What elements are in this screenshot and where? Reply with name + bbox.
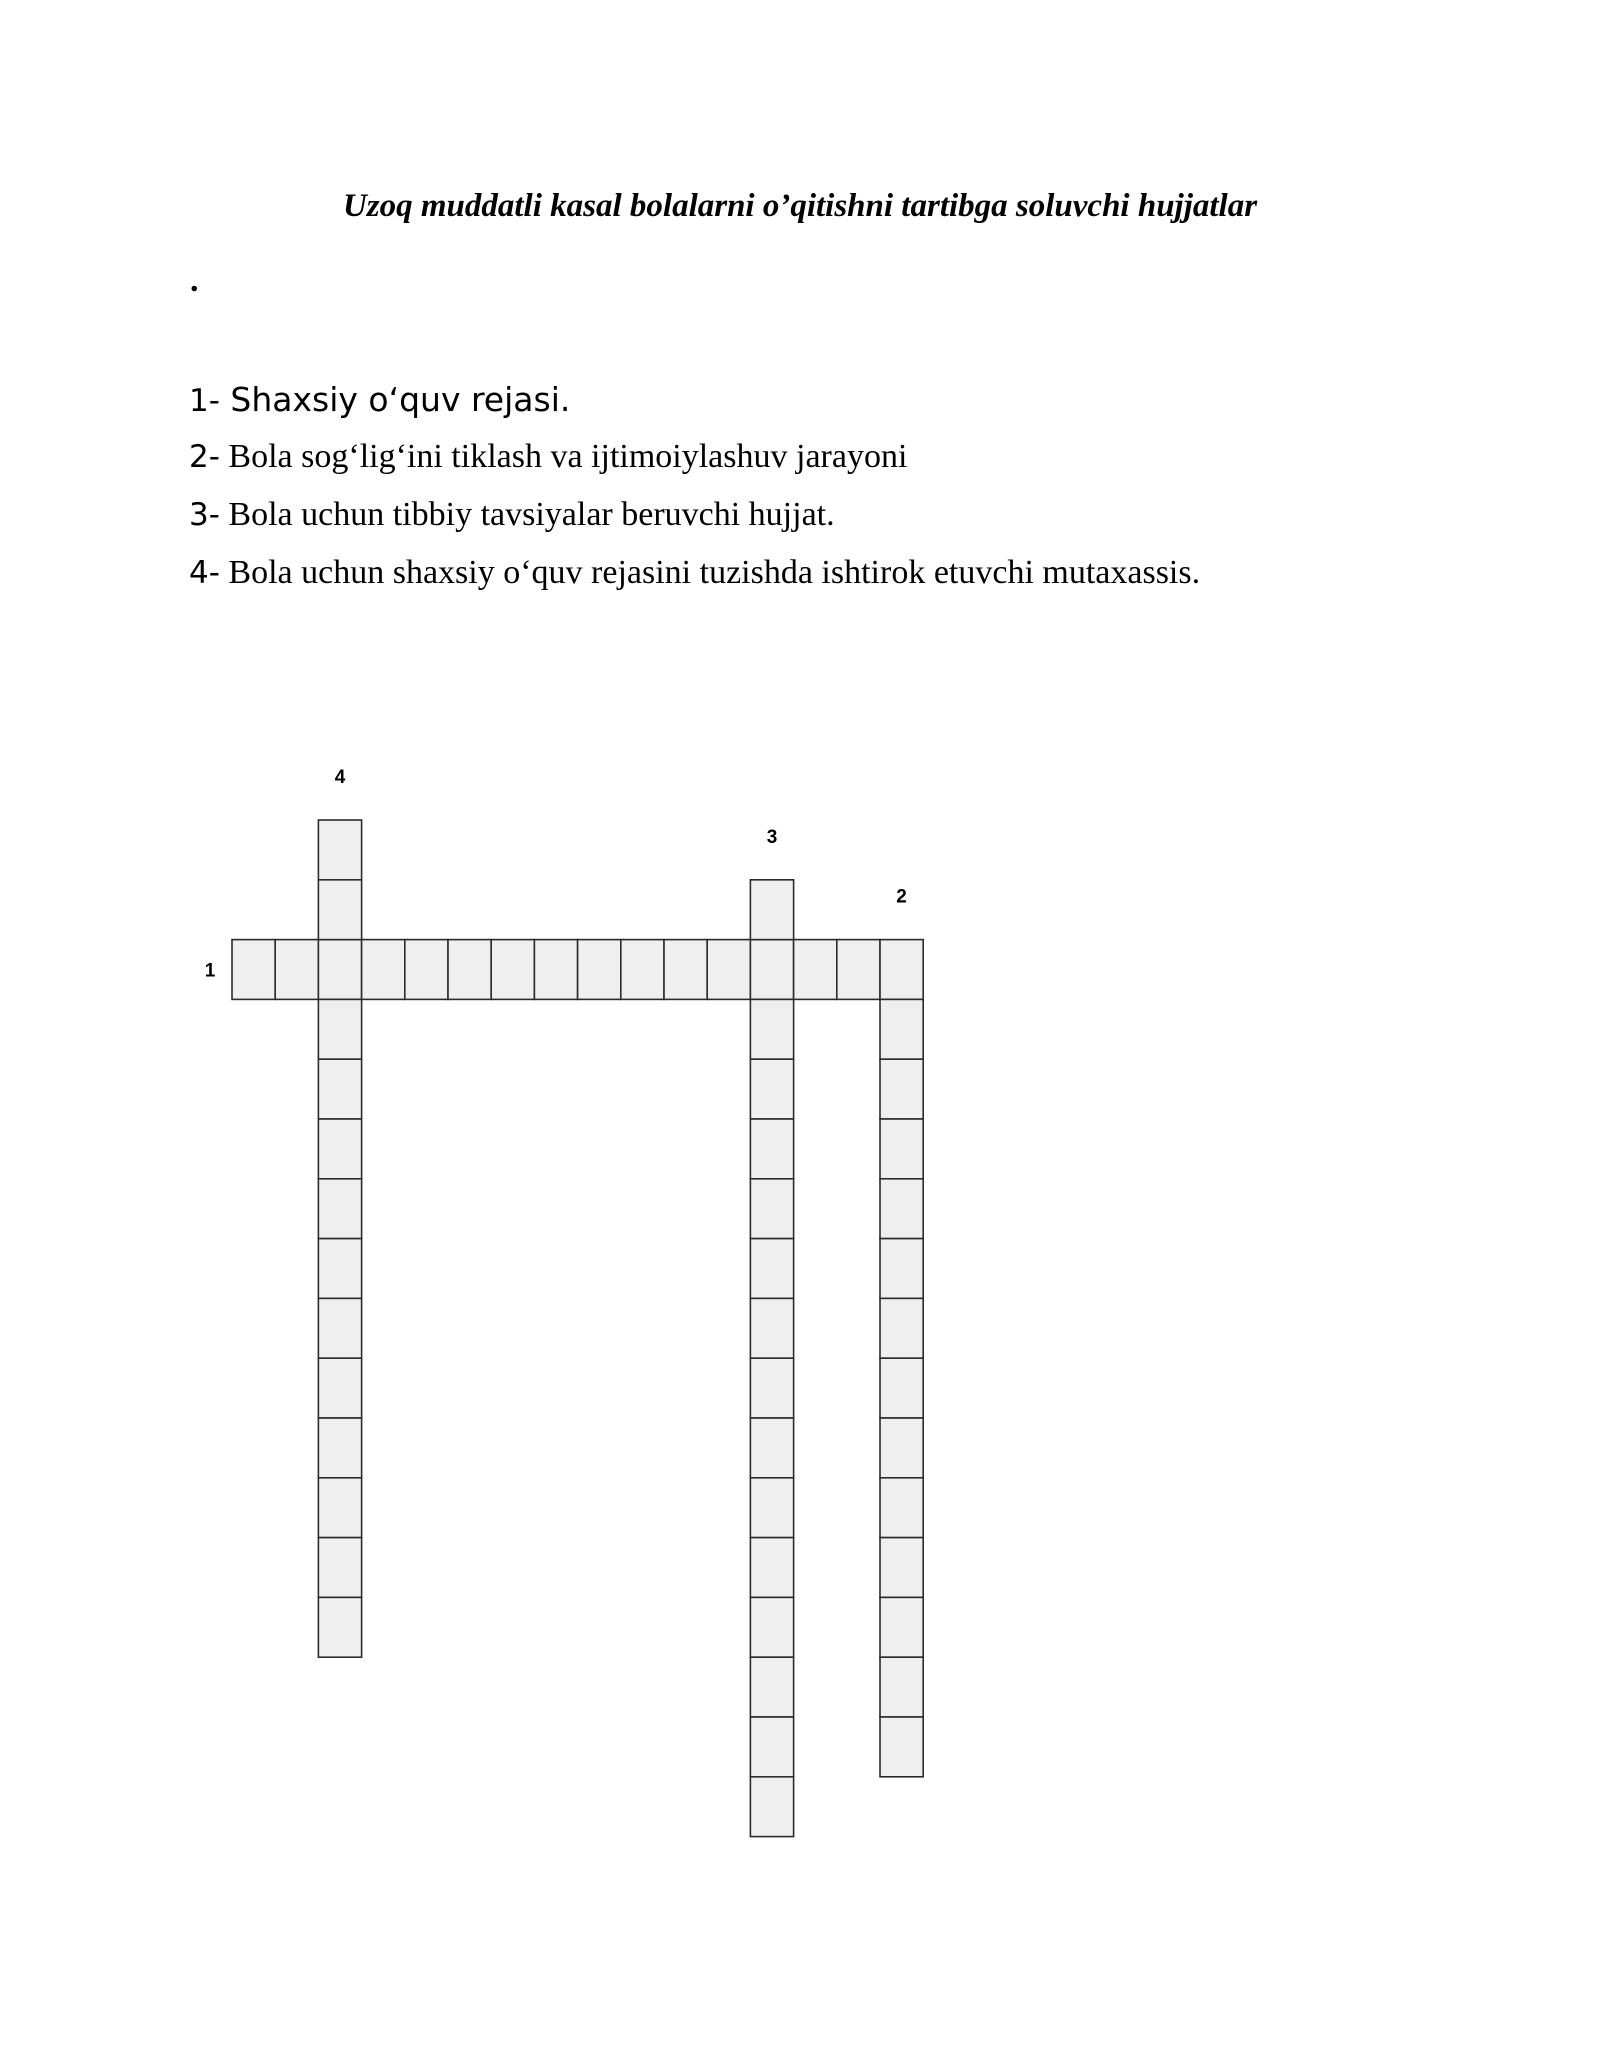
crossword-clue-label: 4: [334, 767, 346, 788]
crossword-cell[interactable]: [318, 1119, 361, 1179]
crossword-cell[interactable]: [750, 999, 793, 1059]
crossword-cell[interactable]: [750, 1657, 793, 1717]
crossword-cell[interactable]: [750, 1059, 793, 1119]
crossword-cell[interactable]: [534, 940, 577, 1000]
clue-number: 3-: [189, 497, 220, 533]
crossword-cell[interactable]: [837, 940, 880, 1000]
page-title: Uzoq muddatli kasal bolalarni o’qitishni tartibga soluvchi hujjatlar: [342, 188, 1258, 224]
crossword-cell[interactable]: [880, 1478, 923, 1538]
crossword-cell[interactable]: [880, 1119, 923, 1179]
crossword-cell[interactable]: [318, 1059, 361, 1119]
crossword-cell[interactable]: [880, 1059, 923, 1119]
clue-text: Shaxsiy oʻquv rejasi.: [219, 380, 571, 419]
crossword-cell[interactable]: [750, 1418, 793, 1478]
crossword-clue-label: 1: [204, 960, 216, 982]
crossword-cell[interactable]: [794, 940, 837, 1000]
crossword-cell[interactable]: [880, 1358, 923, 1418]
crossword-cell[interactable]: [750, 1239, 793, 1299]
crossword-cell[interactable]: [880, 1179, 923, 1239]
crossword-cell[interactable]: [318, 940, 361, 1000]
crossword-cell[interactable]: [318, 1478, 361, 1538]
crossword-cell[interactable]: [318, 1538, 361, 1598]
crossword-cell[interactable]: [318, 820, 361, 880]
crossword-cell[interactable]: [318, 1179, 361, 1239]
crossword-cell[interactable]: [405, 940, 448, 1000]
crossword-cell[interactable]: [318, 1597, 361, 1657]
crossword-clue-label: 2: [896, 886, 907, 908]
crossword-cell[interactable]: [232, 940, 275, 1000]
crossword-cell[interactable]: [750, 1717, 793, 1777]
crossword-cell[interactable]: [750, 1179, 793, 1239]
crossword-clue-label: 3: [766, 826, 778, 848]
clue-number: 2-: [189, 439, 220, 475]
crossword-cell[interactable]: [880, 1418, 923, 1478]
crossword-cell[interactable]: [750, 880, 793, 940]
clue-text: Bola uchun tibbiy tavsiyalar beruvchi hujjat.: [219, 496, 835, 533]
crossword-cell[interactable]: [664, 940, 707, 1000]
crossword-cell[interactable]: [750, 1478, 793, 1538]
crossword-cell[interactable]: [707, 940, 750, 1000]
clue-text: Bola uchun shaxsiy oʻquv rejasini tuzishda ishtirok etuvchi mutaxassis.: [219, 554, 1201, 591]
crossword-cell[interactable]: [318, 1358, 361, 1418]
crossword-cell[interactable]: [880, 1298, 923, 1358]
crossword-cell[interactable]: [880, 1538, 923, 1598]
crossword-cell[interactable]: [750, 1358, 793, 1418]
crossword-cell[interactable]: [318, 1239, 361, 1299]
crossword-cell[interactable]: [880, 999, 923, 1059]
crossword-cell[interactable]: [318, 999, 361, 1059]
crossword-cell[interactable]: [880, 940, 923, 1000]
crossword-cell[interactable]: [750, 1119, 793, 1179]
crossword-cell[interactable]: [750, 1597, 793, 1657]
bullet-dot: .: [190, 262, 199, 299]
crossword-cell[interactable]: [621, 940, 664, 1000]
crossword-cell[interactable]: [491, 940, 534, 1000]
crossword-cell[interactable]: [880, 1657, 923, 1717]
crossword-cell[interactable]: [362, 940, 405, 1000]
crossword-cell[interactable]: [750, 1777, 793, 1837]
crossword-cell[interactable]: [880, 1239, 923, 1299]
crossword-cell[interactable]: [750, 1298, 793, 1358]
crossword-cell[interactable]: [750, 1538, 793, 1598]
crossword-cell[interactable]: [318, 1418, 361, 1478]
crossword-cell[interactable]: [448, 940, 491, 1000]
crossword-cell[interactable]: [275, 940, 318, 1000]
crossword-cell[interactable]: [318, 1298, 361, 1358]
clue-number: 1-: [189, 383, 220, 419]
crossword-cell[interactable]: [318, 880, 361, 940]
crossword-cell[interactable]: [750, 940, 793, 1000]
crossword-cell[interactable]: [880, 1597, 923, 1657]
crossword-cell[interactable]: [880, 1717, 923, 1777]
clue-number: 4-: [189, 555, 220, 591]
clue-text: Bola sogʻligʻini tiklash va ijtimoiylashuv jarayoni: [219, 438, 908, 475]
crossword-cell[interactable]: [578, 940, 621, 1000]
